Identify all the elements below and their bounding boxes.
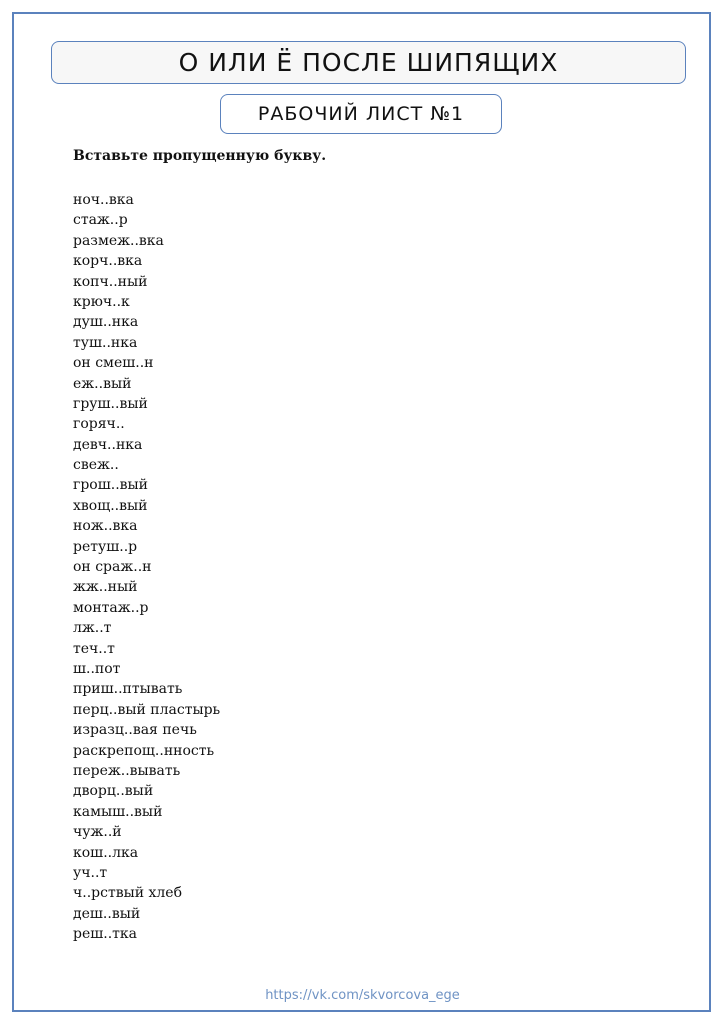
word-item: приш..птывать: [73, 681, 183, 698]
word-item: стаж..р: [73, 212, 128, 229]
word-item: дворц..вый: [73, 783, 154, 800]
word-item: ретуш..р: [73, 538, 138, 555]
word-item: ш..пот: [73, 660, 121, 677]
word-item: лж..т: [73, 620, 112, 637]
instruction-text: Вставьте пропущенную букву.: [73, 148, 327, 164]
worksheet-subtitle: [220, 94, 502, 134]
word-item: он сраж..н: [73, 559, 152, 576]
word-item: горяч..: [73, 416, 125, 433]
word-item: он смеш..н: [73, 355, 154, 372]
word-item: камыш..вый: [73, 803, 163, 820]
word-item: туш..нка: [73, 334, 138, 351]
word-item: чуж..й: [73, 824, 122, 841]
word-item: крюч..к: [73, 293, 130, 310]
word-item: хвощ..вый: [73, 497, 148, 514]
word-item: ч..рствый хлеб: [73, 885, 183, 902]
word-item: нож..вка: [73, 518, 138, 535]
word-item: раскрепощ..нность: [73, 742, 215, 759]
word-item: теч..т: [73, 640, 115, 657]
word-item: ноч..вка: [73, 192, 134, 208]
word-item: изразц..вая печь: [73, 722, 197, 739]
word-item: еж..вый: [73, 375, 132, 392]
word-item: размеж..вка: [73, 232, 164, 249]
word-item: монтаж..р: [73, 599, 149, 616]
word-item: перц..вый пластырь: [73, 701, 221, 718]
word-item: свеж..: [73, 457, 119, 474]
worksheet-title-text: О ИЛИ Ё ПОСЛЕ ШИПЯЩИХ: [178, 48, 559, 77]
word-item: душ..нка: [73, 314, 139, 331]
word-item: реш..тка: [73, 926, 138, 943]
word-item: грош..вый: [73, 477, 148, 494]
word-item: деш..вый: [73, 905, 141, 922]
worksheet-subtitle-text: РАБОЧИЙ ЛИСТ №1: [257, 103, 465, 125]
word-list: [73, 190, 220, 944]
worksheet-title: [51, 41, 686, 84]
word-item: корч..вка: [73, 253, 143, 270]
word-item: переж..вывать: [73, 762, 181, 779]
word-item: жж..ный: [73, 579, 138, 596]
word-item: кош..лка: [73, 844, 139, 861]
word-item: копч..ный: [73, 273, 148, 290]
word-item: уч..т: [73, 864, 108, 881]
word-item: груш..вый: [73, 395, 148, 412]
word-item: девч..нка: [73, 436, 143, 453]
footer-link[interactable]: https://vk.com/skvorcova_ege: [265, 988, 460, 1003]
